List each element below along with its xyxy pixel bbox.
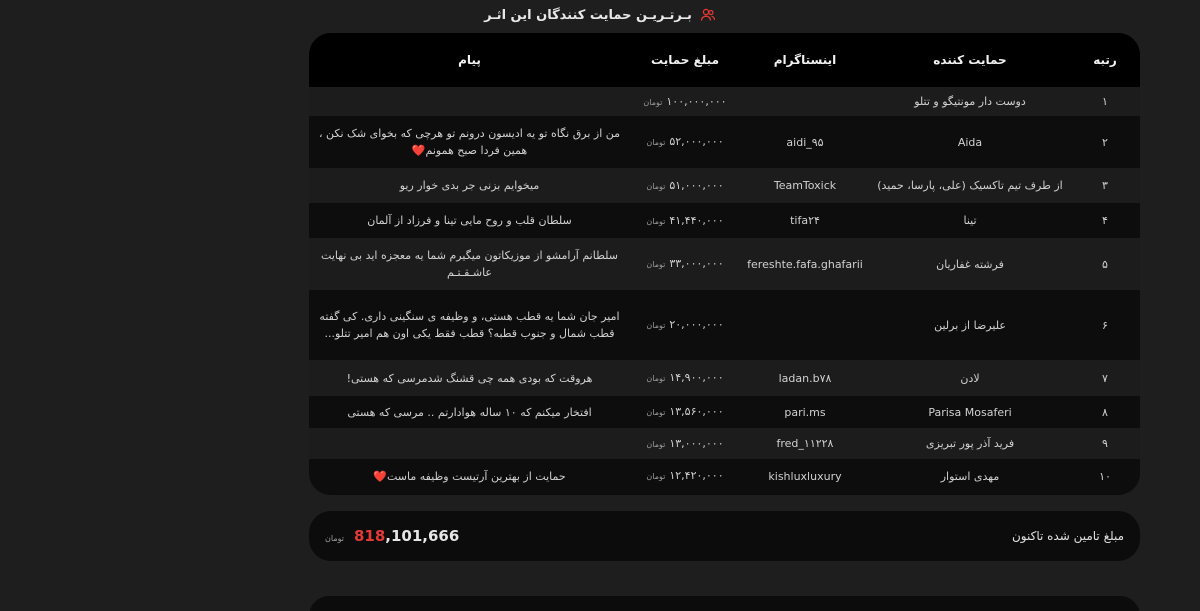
- table-row: [309, 459, 1140, 493]
- row-rank: ۸: [1102, 405, 1108, 419]
- amount-value: ۱۳,۵۶۰,۰۰۰: [669, 405, 724, 418]
- row-supporter: علیرضا از برلین: [934, 318, 1006, 332]
- table-row: [309, 116, 1140, 168]
- row-supporter: مهدی استوار: [940, 469, 1000, 483]
- row-supporter: از طرف تیم تاکسیک (علی، پارسا، حمید): [877, 179, 1063, 192]
- amount-value: ۵۱,۰۰۰,۰۰۰: [669, 178, 724, 192]
- amount-value: ۱۴,۹۰۰,۰۰۰: [669, 371, 724, 384]
- row-instagram-link[interactable]: tifa۲۴: [790, 214, 820, 227]
- currency-label: تومان: [646, 181, 666, 191]
- currency-label: تومان: [646, 216, 666, 226]
- row-amount: [630, 360, 740, 396]
- row-rank: ۳: [1102, 179, 1108, 192]
- row-supporter: Aida: [957, 135, 983, 149]
- table-row: [309, 290, 1140, 360]
- row-amount: [630, 459, 740, 493]
- currency-label: تومان: [646, 321, 666, 330]
- users-icon: [700, 7, 716, 23]
- table-row: [309, 168, 1140, 203]
- row-instagram-link[interactable]: [740, 290, 870, 360]
- row-message: سلطانم آرامشو از موزیکاتون میگیرم شما یه معجزه اید بی نهایت عاشـقـتـم: [321, 249, 618, 279]
- row-supporter: فرید آذر پور تبریزی: [925, 437, 1015, 450]
- currency-label: تومان: [643, 97, 663, 107]
- row-message: حمایت از بهترین آرتیست وظیفه ماست❤️: [373, 469, 566, 483]
- row-message: [309, 87, 630, 116]
- currency-label: تومان: [646, 472, 666, 481]
- table-row: [309, 428, 1140, 459]
- currency-label: تومان: [646, 439, 666, 449]
- row-instagram-link[interactable]: [740, 87, 870, 116]
- currency-label: تومان: [646, 260, 666, 269]
- section-header: [0, 2, 1200, 28]
- currency-label: تومان: [646, 138, 666, 147]
- row-amount: [630, 290, 740, 360]
- table-row: [309, 396, 1140, 428]
- amount-value: ۱۳,۰۰۰,۰۰۰: [669, 436, 724, 450]
- total-raised-card: [309, 511, 1140, 561]
- header-amount: مبلغ حمایت: [650, 53, 719, 67]
- row-rank: ۵: [1102, 257, 1108, 271]
- amount-value: ۴۱,۴۴۰,۰۰۰: [669, 213, 724, 227]
- row-supporter: تینا: [963, 214, 977, 227]
- header-rank: رتبه: [1093, 53, 1117, 67]
- row-message: سلطان قلب و روح مایی تینا و فرزاد از آلمان: [367, 214, 572, 227]
- row-rank: ۷: [1102, 371, 1108, 385]
- row-rank: ۹: [1102, 437, 1108, 450]
- row-rank: ۴: [1102, 214, 1108, 227]
- row-message: افتخار میکنم که ۱۰ ساله هوادارتم .. مرسی که هستی: [347, 405, 592, 419]
- row-supporter: دوست دار مونتیگو و تتلو: [914, 95, 1026, 108]
- row-rank: ۱: [1102, 95, 1108, 108]
- row-rank: ۶: [1102, 318, 1108, 332]
- row-instagram-link[interactable]: aidi_۹۵: [786, 135, 824, 149]
- currency-label: تومان: [646, 374, 666, 383]
- table-row: [309, 87, 1140, 116]
- row-instagram-link[interactable]: kishluxluxury: [768, 469, 842, 483]
- row-supporter: Parisa Mosaferi: [928, 405, 1012, 419]
- row-instagram-link[interactable]: pari.ms: [784, 405, 826, 419]
- next-section-card: [309, 596, 1140, 611]
- total-value-highlight: 818: [353, 527, 386, 545]
- total-currency-label: تومان: [325, 534, 344, 543]
- header-instagram: اینستاگرام: [773, 53, 837, 67]
- row-amount: [630, 87, 740, 116]
- row-amount: [630, 396, 740, 428]
- table-row: [309, 360, 1140, 396]
- row-message: [309, 428, 630, 459]
- section-title: بـرتـریـن حمایت کنندگان این اثـر: [484, 7, 692, 23]
- row-rank: ۲: [1102, 135, 1108, 149]
- row-rank: ۱۰: [1099, 469, 1111, 483]
- row-amount: [630, 168, 740, 203]
- row-amount: [630, 116, 740, 168]
- row-instagram-link[interactable]: TeamToxick: [773, 179, 837, 192]
- amount-value: ۳۳,۰۰۰,۰۰۰: [669, 257, 724, 270]
- supporters-table-card: [309, 33, 1140, 495]
- row-amount: [630, 203, 740, 238]
- row-message: امیر جان شما یه قطب هستی، و وظیفه ی سنگینی داری. کی گفته قطب شمال و جنوب قطبه؟ قطب فقط یکی اون هم امیر تتلو...: [319, 310, 620, 340]
- row-message: میخوایم بزنی جر بدی خوار ریو: [399, 179, 540, 192]
- table-row: [309, 238, 1140, 290]
- supporters-table: [309, 33, 1140, 493]
- header-supporter: حمایت کننده: [933, 53, 1007, 67]
- amount-value: ۵۲,۰۰۰,۰۰۰: [669, 135, 724, 148]
- row-amount: [630, 238, 740, 290]
- amount-value: ۱۲,۴۲۰,۰۰۰: [669, 469, 724, 482]
- currency-label: تومان: [646, 408, 666, 417]
- total-raised-value: [325, 527, 459, 545]
- row-instagram-link[interactable]: fred_۱۱۲۲۸: [776, 437, 834, 450]
- row-instagram-link[interactable]: ladan.b۷۸: [778, 371, 832, 385]
- row-instagram-link[interactable]: fereshte.fafa.ghafarii: [747, 257, 863, 271]
- amount-value: ۲۰,۰۰۰,۰۰۰: [669, 318, 724, 331]
- row-message: من از برق نگاه تو یه ادیسون درونم تو هرچی که بخوای شک نکن ، همین فردا صبح همونم❤️: [318, 127, 621, 157]
- total-raised-label: مبلغ تامین شده تاکنون: [1011, 529, 1124, 543]
- row-amount: [630, 428, 740, 459]
- table-header-row: [309, 33, 1140, 87]
- header-message: پیام: [458, 53, 481, 67]
- row-supporter: لادن: [960, 371, 980, 385]
- total-value-rest: ,101,666: [385, 527, 460, 545]
- row-supporter: فرشته غفاریان: [936, 257, 1004, 271]
- amount-value: ۱۰۰,۰۰۰,۰۰۰: [666, 94, 727, 108]
- row-message: هروقت که بودی همه چی قشنگ شدمرسی که هستی!: [346, 371, 593, 385]
- table-row: [309, 203, 1140, 238]
